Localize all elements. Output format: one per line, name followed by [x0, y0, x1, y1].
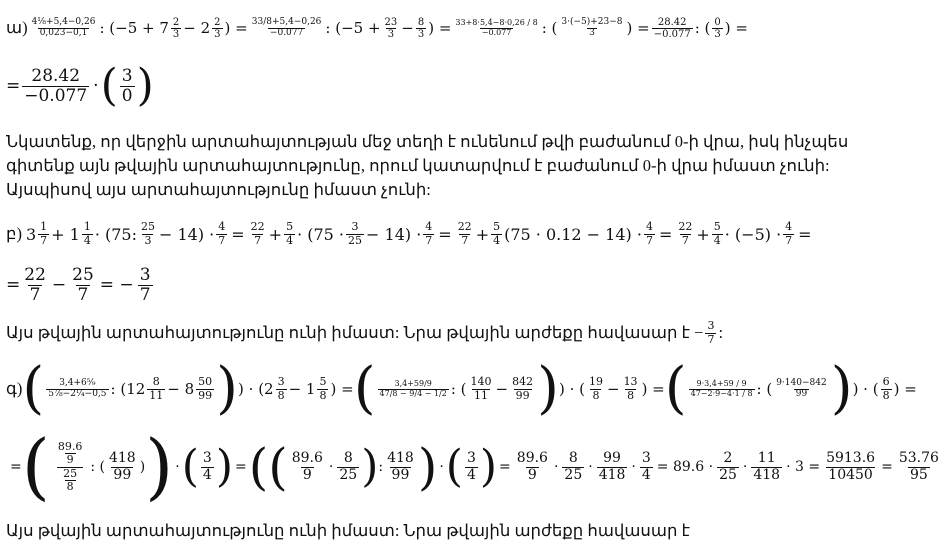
part-b-line-1: բ) 3 $\frac{1}{7}$ + 1 $\frac{1}{4}$ · (75: $\frac{25}{3}$ − 14) · $\frac{4}{7}$ = $\frac{22}{7}$ + $\frac{5}{4}$ · (75 · $\frac{3}{25}$ − 14) · $\frac{4}{7}$ = $\frac{22}{7}$ + $\frac{5}{4}$ (75 · 0.12 − 14) · $\frac{4}{7}$ = $\frac{22}{7}$ + $\frac{5}{4}$ · (−5) · $\frac{4}{7}$ = — [6, 220, 812, 247]
paragraph: գիտենք այն թվային արտահայտությունը, որում կատարվում է բաժանում 0-ի վրա իմաստ չունի: — [6, 156, 830, 175]
paragraph: Նկատենք, որ վերջին արտահայտության մեջ տեղի է ունենում թվի բաժանում 0-ի վրա, իսկ ինչպես — [6, 132, 849, 151]
paragraph: Այս թվային արտահայտությունը ունի իմաստ: Նրա թվային արժեքը հավասար է — [6, 521, 691, 540]
fraction: $\frac{\text{4⅛+5,4−0,26}}{0,023-0,1}$ — [31, 16, 96, 38]
part-a-label: ա) — [6, 18, 28, 37]
part-c-line-2: = ( $\frac{\frac{89.6}{9}}{\frac{25}{8}}$ : ( $\frac{418}{99}$ ) ) · ( $\frac{3}{4}$ ) = (( $\frac{89.6}{9}$ · $\frac{8}{25}$ ) : $\frac{418}{99}$ ) · ( $\frac{3}{4}$ ) = $\frac{89.6}{9}$ · $\frac{8}{25}$ · $\frac{99}{418}$ · $\frac{3}{4}$ = 89.6 · $\frac{2}{25}$ · $\frac{11}{418}$ · 3 = $\frac{5913.6}{10450}$ = $\frac{53.76}{95}$ — [10, 424, 939, 509]
part-b-line-2: = $\frac{22}{7}$ − $\frac{25}{7}$ = − $\frac{3}{7}$ — [6, 264, 151, 305]
paragraph: Այս թվային արտահայտությունը ունի իմաստ: Նրա թվային արժեքը հավասար է − $\frac{3}{7}$ : — [6, 319, 724, 346]
part-c-label: գ) — [6, 379, 23, 398]
part-a-line-1: ա) $\frac{\text{4⅛+5,4−0,26}}{0,023-0,1}$ : (−5 + 7 $\frac{2}{3}$ − 2 $\frac{2}{3}$ ) = $\frac{33/8+5,4-0,26}{-0.077}$ : (−5 + $\frac{23}{3}$ − $\frac{8}{3}$ ) = $\frac{33+8\cdot 5,4-8\cdot 0,26 / 8}{-0.077}$ : ( $\frac{3\cdot(-5)+23-8}{3}$ ) = $\frac{28.42}{-0.077}$ : ( $\frac{0}{3}$ ) = — [6, 16, 748, 40]
paragraph: Այսպիսով այս արտահայտությունը իմաստ չունի: — [6, 180, 431, 199]
part-a-line-2: = $\frac{28.42}{-0.077}$ · ( $\frac{3}{0}$ ) — [6, 60, 154, 112]
part-b-label: բ) — [6, 224, 22, 243]
part-c-line-1: գ) ( $\frac{\text{3,4+6⁵⁄₉}}{\text{5⅞−2¼−0,5}}$ : (12 $\frac{8}{11}$ − 8 $\frac{50}{99}$ ) ) · (2 $\frac{3}{8}$ − 1 $\frac{5}{8}$ ) = ( $\frac{3,4+59/9}{47/8 - 9/4 - 1/2}$ : ( $\frac{140}{11}$ − $\frac{842}{99}$ ) ) · ( $\frac{19}{8}$ − $\frac{13}{8}$ ) = ( $\frac{9\cdot 3,4+59 / 9}{47-2\cdot 9-4\cdot 1 / 8}$ : ( $\frac{9\cdot 140-842}{99}$ ) ) · ( $\frac{6}{8}$ ) = — [6, 355, 917, 421]
